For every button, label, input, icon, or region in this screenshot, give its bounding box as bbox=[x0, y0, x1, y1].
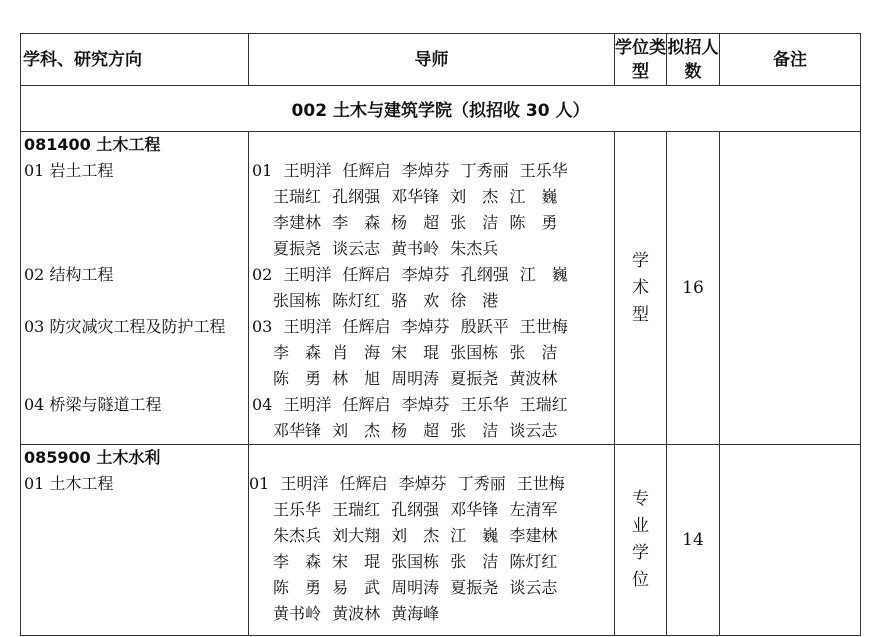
subject-cell bbox=[21, 132, 249, 445]
advisor-line: 张国栋 陈灯红 骆 欢 徐 港 bbox=[273, 291, 499, 310]
advisor-line: 03 王明洋 任辉启 李焯芬 殷跃平 王世梅 bbox=[252, 317, 568, 336]
advisor-line: 01 王明洋 任辉启 李焯芬 丁秀丽 王世梅 bbox=[249, 474, 565, 493]
advisor-line: 陈 勇 林 旭 周明涛 夏振尧 黄波林 bbox=[273, 369, 558, 388]
direction-label: 01 土木工程 bbox=[24, 474, 114, 493]
header-notes: 备注 bbox=[720, 34, 861, 86]
header-advisor: 导师 bbox=[249, 34, 615, 86]
advisor-line: 王乐华 王瑞红 孔纲强 邓华锋 左清军 bbox=[273, 500, 558, 519]
degree-type-cell bbox=[615, 132, 667, 445]
advisor-line: 李 森 宋 琨 张国栋 张 洁 陈灯红 bbox=[273, 552, 558, 571]
advisor-line: 02 王明洋 任辉启 李焯芬 孔纲强 江 巍 bbox=[252, 265, 568, 284]
advisor-line: 04 王明洋 任辉启 李焯芬 王乐华 王瑞红 bbox=[252, 395, 568, 414]
header-subject: 学科、研究方向 bbox=[21, 34, 249, 86]
advisor-line: 01 王明洋 任辉启 李焯芬 丁秀丽 王乐华 bbox=[252, 161, 568, 180]
college-row bbox=[21, 86, 861, 132]
direction-label: 02 结构工程 bbox=[24, 265, 114, 284]
advisor-line: 李建林 李 森 杨 超 张 洁 陈 勇 bbox=[273, 213, 558, 232]
major-name: 081400 土木工程 bbox=[24, 135, 161, 154]
quota-count: 16 bbox=[667, 132, 720, 445]
direction-label: 03 防灾减灾工程及防护工程 bbox=[24, 317, 226, 336]
direction-label: 01 岩土工程 bbox=[24, 161, 114, 180]
major-row bbox=[21, 445, 861, 636]
admissions-table bbox=[20, 33, 861, 636]
notes-cell bbox=[720, 132, 861, 445]
major-row bbox=[21, 132, 861, 445]
quota-count: 14 bbox=[667, 445, 720, 636]
direction-label: 04 桥梁与隧道工程 bbox=[24, 395, 162, 414]
notes-cell bbox=[720, 445, 861, 636]
college-title: 002 土木与建筑学院（拟招收 30 人） bbox=[21, 86, 861, 132]
advisor-line: 黄书岭 黄波林 黄海峰 bbox=[273, 604, 440, 623]
header-quota: 拟招人数 bbox=[667, 34, 720, 86]
header-row bbox=[21, 34, 861, 86]
degree-type: 学术型 bbox=[632, 250, 649, 325]
advisor-line: 朱杰兵 刘大翔 刘 杰 江 巍 李建林 bbox=[273, 526, 558, 545]
advisor-cell bbox=[249, 132, 615, 445]
header-degree-type: 学位类型 bbox=[615, 34, 667, 86]
major-name: 085900 土木水利 bbox=[24, 448, 161, 467]
advisor-line: 陈 勇 易 武 周明涛 夏振尧 谈云志 bbox=[273, 578, 558, 597]
advisor-line: 邓华锋 刘 杰 杨 超 张 洁 谈云志 bbox=[273, 421, 558, 440]
advisor-cell bbox=[249, 445, 615, 636]
degree-type: 专业学位 bbox=[632, 489, 649, 590]
advisor-line: 李 森 肖 海 宋 琨 张国栋 张 洁 bbox=[273, 343, 558, 362]
advisor-line: 王瑞红 孔纲强 邓华锋 刘 杰 江 巍 bbox=[273, 187, 558, 206]
degree-type-cell bbox=[615, 445, 667, 636]
subject-cell bbox=[21, 445, 249, 636]
advisor-line: 夏振尧 谈云志 黄书岭 朱杰兵 bbox=[273, 239, 499, 258]
